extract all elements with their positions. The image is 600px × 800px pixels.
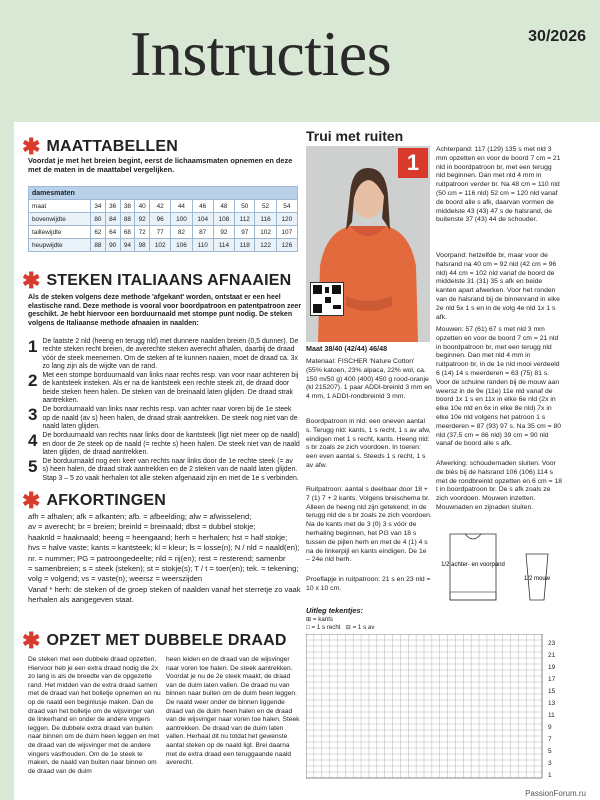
dubbele-draad-col2: heen leiden en de draad van de wijsvinger naar voren toe halen. De steek aantrekken. Voordat je nu de 2e steek maakt, de draad van de duim laten vallen. De draad nu van binnen naar buiten om de duim heen leggen. De naald weer onder de binnen liggende draad van de duim heen halen en de draad van de wijsvinger naar voren toe halen. Steek aantrekken. De draad van de duim laten vallen. Herhaal dit nu totdat het gewenste aantal steken op de naald ligt. Brei daarna met de extra draad een teruggaande naald averecht. — [166, 656, 300, 767]
asterisk-icon: ✱ — [22, 628, 41, 653]
legend-item: ⊞ = kants — [306, 616, 334, 623]
row-number: 9 — [548, 724, 552, 731]
garment-schematic — [430, 530, 560, 620]
section-afkortingen-heading: ✱ AFKORTINGEN — [22, 488, 166, 513]
section-maattabellen-heading: ✱ MAATTABELLEN — [22, 134, 179, 159]
pattern-voorpand: Voorpand: hetzelfde br, maar voor de halsrand na 40 cm = 92 nld (42 cm = 96 nld) 44 cm = 102 nld vanaf de boord de middelste 31 (31) 35 s afk en beide kanten apart afwerken. Voor het ronden van de halsrand bij de binnenrand in elke 2e nld 5x 1 s en in de volg 4e nld 1x 1 s afk. — [436, 252, 560, 321]
abbreviations-list: afh = afhalen; afk = afkanten; afb. = afbeelding; afw = afwisselend; av = averecht; br = breien; breinld = breinaald; dbst = dubbel stokje; haaknld = haaknaald; heeng = heengaand; herh = herhalen; hst = half stokje; hvs = halve vaste; kants = kantsteek; kl = kleur; ls = losse(n); N / nld = naald(en); nr. = nummer; PG = patroongedeelte; nld = rij(en); rest = resterend; samenbr = samenbreien; s = steek (steken); st = stokje(s); T / t = toer(en); tek. = tekening; volg = volgend; vs = vaste(n); weersz = weerszijden Vanaf * herh: de steken of de groep steken of naalden vanaf het sterretje zo vaak herhalen als aangegeven staat. — [28, 512, 301, 605]
pattern-mouwen: Mouwen: 57 (61) 67 s met nld 3 mm opzetten en voor de boord 7 cm = 21 nld in boordpatroon br, met een terugg nld beginnen. Dan met nld 4 mm in ruitpatroon br, in de 1e nld mooi verdeeld 6 (14) 14 s meerderen = 63 (75) 81 s. Voor de schuine randen bij de mouw aan weersz in de 9e (11e) 11e nld vanaf de boord 1x 1 s en 11x in elke 6e nld (2x in elke 10e nld en 6x in elke 8e nld) 7x in elke 10e nld volgens het patroon 1 s meerderen = 87 (93) 97 s. Na 35 cm = 80 nld (37,5 cm = 86 nld) 39 cm = 90 nld vanaf de boord alle s afk. — [436, 326, 562, 448]
row-number: 15 — [548, 688, 556, 695]
pattern-title: Trui met ruiten — [306, 128, 404, 144]
table-row: maat 34 36 38 40 42 44 46 48 50 52 54 — [29, 200, 298, 213]
row-number: 13 — [548, 700, 556, 707]
section-steken-heading: ✱ STEKEN ITALIAANS AFNAAIEN — [22, 268, 292, 293]
size-table — [28, 186, 298, 252]
schematic-front-label: 1/2 achter- en voorpand — [441, 562, 505, 568]
pattern-boordpatroon: Boordpatroon in nld: een oneven aantal s. Terugg nld: kants, 1 s recht, 1 s av afw, eindigen met 1 s recht, kants. Heeng nld: s br zoals ze zich voordoen. In toeren: een even aantal s. Steeds 1 s recht, 1 s av afw. — [306, 418, 431, 469]
row-number: 21 — [548, 652, 556, 659]
legend — [306, 616, 436, 632]
page-title: Instructies — [130, 18, 392, 89]
legend-title: Uitleg tekentjes: — [306, 606, 364, 615]
row-number: 1 — [548, 772, 552, 779]
table-row: heupwijdte 88 90 94 98 102 106 110 114 118 122 126 — [29, 239, 298, 252]
table-row: taillewijdte 62 64 68 72 77 82 87 92 97 102 107 — [29, 226, 298, 239]
row-number: 5 — [548, 748, 552, 755]
row-number: 11 — [548, 712, 555, 719]
schematic-sleeve-label: 1/2 mouw — [523, 576, 551, 582]
section-dubbele-draad-heading: ✱ OPZET MET DUBBELE DRAAD — [22, 628, 287, 653]
list-item: 5 De borduurnaald nog een keer van rechts naar links door de 1e rechte steek (= av s) heen halen, de draad strak aantrekken en de 2 steken van de naald laten glijden. Stap 3 – 5 zo vaak herhalen tot alle steken afgenaaid zijn en met de 1e s verbinden. — [28, 457, 299, 482]
steken-intro: Als de steken volgens deze methode 'afgekant' worden, ontstaat er een heel elastische rand. Deze methode is vooral voor boordpatroon en patentpatroon zeer geschikt. Je hebt hiervoor een borduurnaald met stompe punt nodig. De steken volgens de Italiaanse methode afnaaien in naalden: — [28, 294, 302, 327]
dubbele-draad-col1: De steken met een dubbele draad opzetten. Hiervoor heb je een extra draad nodig die 2x zo lang is als de breedte van de opgezette rand. Het midden van de extra draad samen met de draad van het bolletje opnemen en nu op de naald een beginlusje maken. Dan de draad van het bolletje om de wijsvinger van de linkerhand en onder de andere vingers leggen. De dubbele extra draad van buiten naar binnen om de duim heen leggen en met de draad van de wijsvinger met de andere vingers vasthouden. Om de 1e steek te maken, de naald van buiten naar binnen om de draad van de duim — [28, 656, 161, 775]
row-number: 3 — [548, 760, 552, 767]
row-number: 7 — [548, 736, 552, 743]
asterisk-icon: ✱ — [22, 488, 41, 513]
list-item: 4 De borduurnaald van rechts naar links door de kantsteek (ligt niet meer op de naald) en door de 2e steek op de naald (= rechte s) heen halen. De steek niet van de naald laten glijden, de draad aantrekken. — [28, 431, 300, 456]
maattabellen-intro: Voordat je met het breien begint, eerst de lichaamsmaten opnemen en deze met de maten in de maattabel vergelijken. — [28, 156, 293, 175]
pattern-afwerking: Afwerking: schoudernaden sluiten. Voor de biès bij de halsrand 106 (106) 114 s met de rondbreinld opzetten en 6 cm = 18 t in boordpatroon br. De s afk zoals ze zich voordoen. Mouwen inzetten. Mouwnaden en zijnaden sluiten. — [436, 460, 563, 511]
list-item: 2 Met een stompe borduurnaald van links naar rechts resp. van voor naar achteren bij de kantsteek insteken. Als er na de kantsteek een rechte steek zit, de draad door beide steken heen halen. De steken van de breinaald laten glijden. De draad strak aantrekken. — [28, 371, 299, 405]
steken-steps — [28, 338, 300, 484]
table-row: bovenwijdte 80 84 88 92 96 100 104 108 112 116 120 — [29, 213, 298, 226]
asterisk-icon: ✱ — [22, 134, 41, 159]
footer-watermark: PassionForum.ru — [525, 789, 586, 798]
pattern-size: Maat 38/40 (42/44) 46/48 — [306, 344, 388, 353]
size-table-title: damesmaten — [29, 187, 298, 200]
pattern-achterpand: Achterpand: 117 (129) 135 s met nld 3 mm opzetten en voor de boord 7 cm = 21 nld in boordpatroon br, met een terugg nld beginnen. Dan met nld 4 mm in ruitpatroon verder br. Na 48 cm = 110 nld (50 cm = 116 nld) 52 cm = 120 nld vanaf de boord alle s afk, daarvan vormen de middelste 43 (43) 47 s de halsrand, de buitenste 37 (43) 44 de schouder. — [436, 146, 561, 224]
row-number: 23 — [548, 640, 556, 647]
pattern-proeflapje: Proeflapje in ruitpatroon: 21 s en 23 nld = 10 x 10 cm. — [306, 576, 431, 592]
asterisk-icon: ✱ — [22, 268, 41, 293]
pattern-materials: Materiaal: FISCHER 'Nature Cotton' (55% katoen, 23% alpaca, 22% wol, ca. 150 m/50 g) 400 (400) 450 g rood-oranje (kl 215207). 1 paar ADDI-breinld 3 mm en 4 mm, 1 ADDI-rondbreinld 3 mm. — [306, 358, 432, 401]
breischema-grid — [306, 634, 568, 782]
row-number: 19 — [548, 664, 556, 671]
pattern-number-badge: 1 — [398, 148, 428, 178]
list-item: 3 De borduurnaald van links naar rechts resp. van achter naar voren bij de 1e steek op de naald (av s) heen halen, de draad strak aantrekken. De steek nog niet van de naald laten glijden. — [28, 405, 298, 430]
qr-code — [310, 282, 344, 316]
row-number: 17 — [548, 676, 556, 683]
issue-number: 30/2026 — [528, 28, 586, 45]
list-item: 1 De laatste 2 nld (heeng en terugg nld) met dunnere naalden breien (0,5 dunner). De rechte steken recht breien, de averechte steken averecht afhalen, daarbij de draad vóór de steek meenemen. Om de steken af te kunnen naaien, moet de draad ca. 3x zo lang zijn als de wijdte van de rand. — [28, 337, 299, 370]
pattern-ruitpatroon: Ruitpatroon: aantal s deelbaar door 18 + 7 (1) 7 + 2 kants. Volgens breischema br. Alleen de heeng nld zijn getekend; in de terugg nld de s br zoals ze zich voordoen. Na de kants met de 3 (0) 3 s vóór de herhaling beginnen, het PG van 18 s tussen de pijlen herh en met de 4 (1) 4 s na de linkerpijl en kants eindigen. De 1e – 24e nld herh. — [306, 486, 432, 564]
legend-item: □ = 1 s recht ⊟ = 1 s av — [306, 624, 375, 631]
